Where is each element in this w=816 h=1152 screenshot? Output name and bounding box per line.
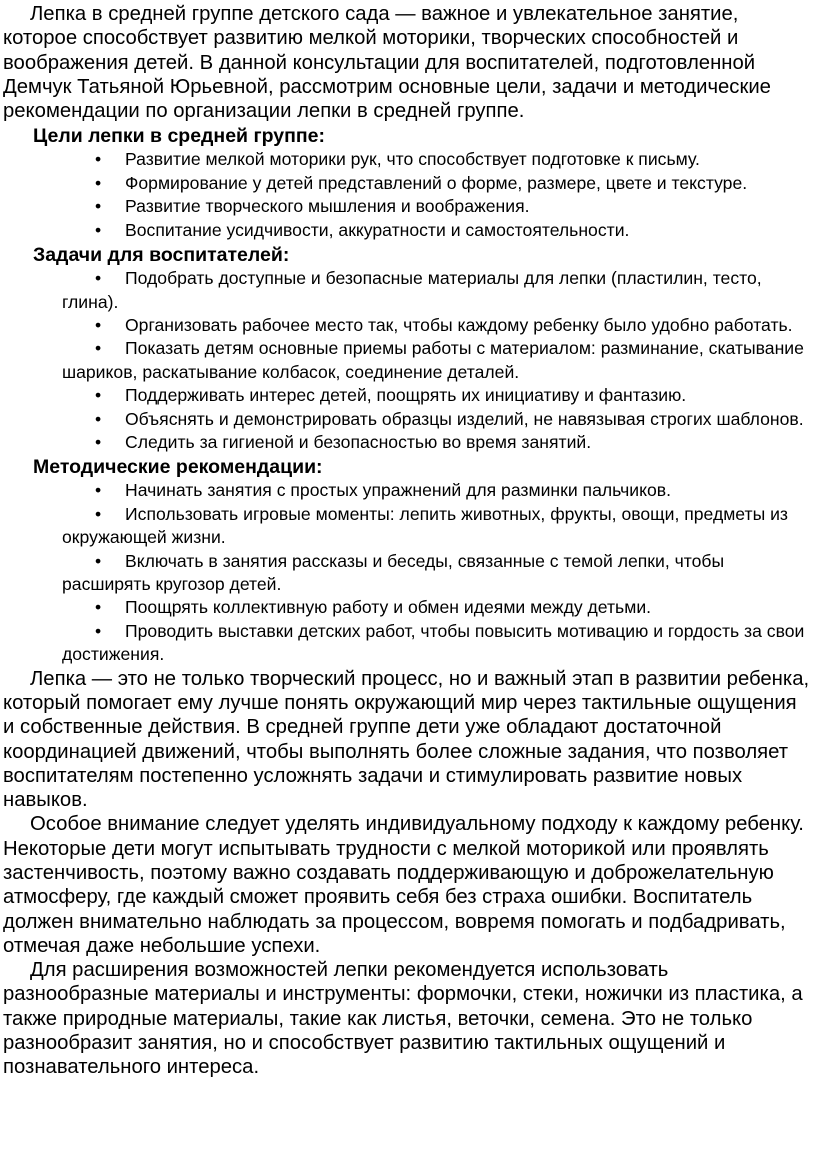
bullet-glyph: • [95,219,102,240]
bullet-glyph: • [95,338,102,359]
list-item [3,384,812,407]
bullet-icon [62,620,125,643]
bullet-list [3,267,812,454]
list-item [3,431,812,454]
list-item-text: Включать в занятия рассказы и беседы, связанные с темой лепки, чтобы расширять кругозор детей. [62,550,725,594]
list-item-text: Использовать игровые моменты: лепить животных, фрукты, овощи, предметы из окружающей жизни. [62,503,788,548]
list-item-text: Показать детям основные приемы работы с материалом: разминание, скатывание шариков, раскатывание колбасок, соединение деталей. [62,338,804,382]
list-item [3,620,812,667]
bullet-glyph: • [95,149,102,170]
bullet-icon [62,503,125,526]
list-item-text: Следить за гигиеной и безопасностью во время занятий. [125,431,592,452]
bullet-glyph: • [95,196,102,217]
list-item [3,267,812,314]
bullet-icon [62,550,125,573]
list-item-text: Воспитание усидчивости, аккуратности и самостоятельности. [125,219,630,240]
bullet-icon [62,596,125,619]
list-item [3,596,812,619]
bullet-icon [62,479,125,502]
bullet-list [3,479,812,666]
list-item [3,479,812,502]
bullet-icon [62,148,125,171]
bullet-icon [62,195,125,218]
bullet-icon [62,267,125,290]
bullet-icon [62,384,125,407]
list-item-text: Поощрять коллективную работу и обмен идеями между детьми. [125,597,652,618]
bullet-icon [62,314,125,337]
list-item [3,314,812,337]
bullet-glyph: • [95,597,102,618]
bullet-glyph: • [95,503,102,524]
bullet-glyph: • [95,268,102,289]
body-paragraph: Лепка — это не только творческий процесс, но и важный этап в развитии ребенка, который помогает ему лучше понять окружающий мир через тактильные ощущения и собственные действия. В средней группе дети уже обладают достаточной координацией движений, чтобы выполнять более сложные задания, что позволяет воспитателям постепенно усложнять задачи и стимулировать развитие новых навыков. [3,667,810,812]
sections [3,124,812,666]
bullet-glyph: • [95,385,102,406]
bullet-glyph: • [95,480,102,501]
section-heading: Цели лепки в средней группе: [33,125,325,148]
bullet-icon [62,219,125,242]
section-heading: Методические рекомендации: [33,456,323,479]
bullet-glyph: • [95,431,102,452]
list-item [3,408,812,431]
bullet-glyph: • [95,172,102,193]
bullet-icon [62,408,125,431]
list-item-text: Начинать занятия с простых упражнений для разминки пальчиков. [125,480,672,501]
bullet-icon [62,337,125,360]
bullet-glyph: • [95,314,102,335]
list-item [3,550,812,597]
section-heading: Задачи для воспитателей: [33,244,290,267]
list-item [3,503,812,550]
list-item-text: Поддерживать интерес детей, поощрять их инициативу и фантазию. [125,385,687,406]
list-item-text: Объяснять и демонстрировать образцы изделий, не навязывая строгих шаблонов. [125,408,804,429]
list-item-text: Развитие творческого мышления и воображения. [125,196,530,217]
list-item-text: Проводить выставки детских работ, чтобы повысить мотивацию и гордость за свои достижения. [62,620,805,665]
list-item-text: Формирование у детей представлений о форме, размере, цвете и текстуре. [125,172,748,193]
bullet-glyph: • [95,408,102,429]
list-item-text: Развитие мелкой моторики рук, что способствует подготовке к письму. [125,149,700,170]
list-item-text: Подобрать доступные и безопасные материалы для лепки (пластилин, тесто, глина). [62,268,762,312]
body-paragraph: Для расширения возможностей лепки рекомендуется использовать разнообразные материалы и инструменты: формочки, стеки, ножички из пластика, а также природные материалы, такие как листья, веточки, семена. Это не только разнообразит занятия, но и способствует развитию тактильных ощущений и познавательного интереса. [3,959,803,1079]
bullet-icon [62,431,125,454]
bullet-glyph: • [95,550,102,571]
body-paragraph: Особое внимание следует уделять индивидуальному подходу к каждому ребенку. Некоторые дети могут испытывать трудности с мелкой моторикой или проявлять застенчивость, поэтому важно создавать поддерживающую и доброжелательную атмосферу, где каждый сможет проявить себя без страха ошибки. Воспитатель должен внимательно наблюдать за процессом, вовремя помогать и подбадривать, отмечая даже небольшие успехи. [3,813,804,957]
list-item [3,337,812,384]
bullet-glyph: • [95,620,102,641]
list-item-text: Организовать рабочее место так, чтобы каждому ребенку было удобно работать. [125,314,793,335]
list-item [3,148,812,171]
list-item [3,172,812,195]
list-item [3,195,812,218]
intro-paragraph: Лепка в средней группе детского сада — важное и увлекательное занятие, которое способствует развитию мелкой моторики, творческих способностей и воображения детей. В данной консультации для воспитателей, подготовленной Демчук Татьяной Юрьевной, рассмотрим основные цели, задачи и методические рекомендации по организации лепки в средней группе. [3,3,771,123]
bullet-icon [62,172,125,195]
closing-paragraphs [3,667,812,1080]
list-item [3,219,812,242]
bullet-list [3,148,812,242]
